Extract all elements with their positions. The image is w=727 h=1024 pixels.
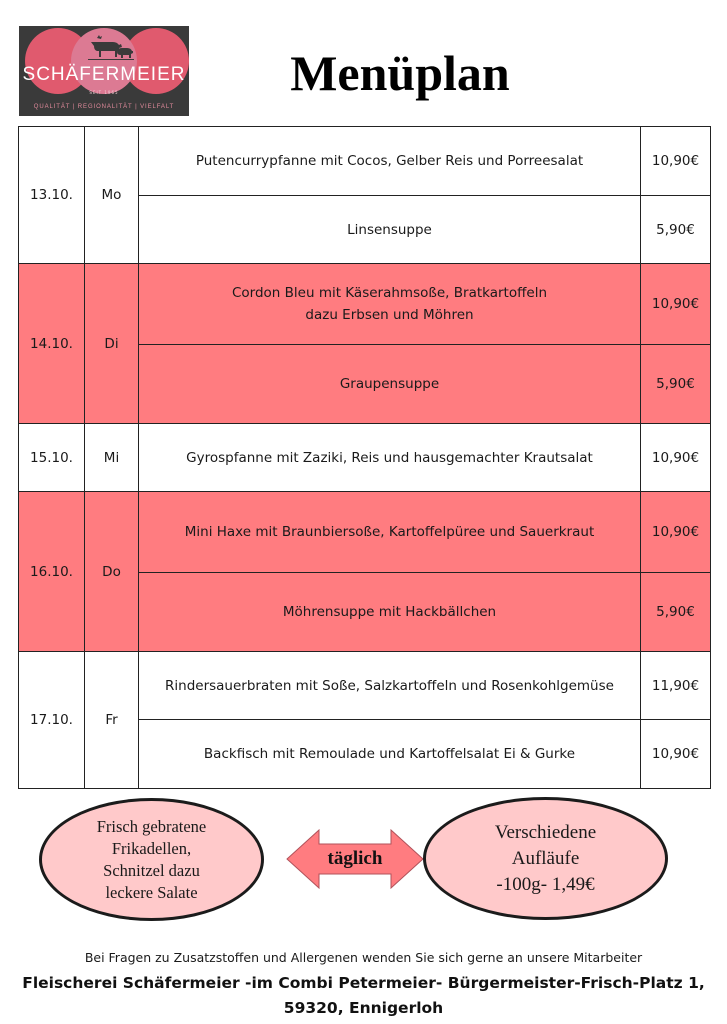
dish-name: Backfisch mit Remoulade und Kartoffelsalat Ei & Gurke — [203, 746, 576, 762]
price-cell: 5,90€ — [641, 573, 711, 652]
bubble-line: Schnitzel dazu — [103, 860, 200, 880]
dish-name: Möhrensuppe mit Hackbällchen — [282, 604, 497, 620]
price-cell: 10,90€ — [641, 720, 711, 789]
bubble-line: Aufläufe — [511, 847, 580, 869]
table-row — [19, 492, 711, 573]
date-cell: 13.10. — [19, 127, 85, 264]
day-cell: Fr — [85, 652, 139, 789]
menu-table — [18, 126, 711, 789]
farm-animals-icon — [85, 32, 135, 62]
price-cell: 5,90€ — [641, 196, 711, 264]
day-cell: Do — [85, 492, 139, 652]
day-cell: Mo — [85, 127, 139, 264]
dish-name: Cordon Bleu mit Käserahmsoße, Bratkartoffeln — [231, 285, 547, 301]
date-cell: 17.10. — [19, 652, 85, 789]
price-cell: 10,90€ — [641, 492, 711, 573]
allergen-note: Bei Fragen zu Zusatzstoffen und Allergenen wenden Sie sich gerne an unsere Mitarbeiter — [84, 950, 643, 965]
day-cell: Mi — [85, 424, 139, 492]
daily-specials-text — [97, 816, 207, 904]
address-line-1: Fleischerei Schäfermeier -im Combi Petermeier- Bürgermeister-Frisch-Platz 1, — [22, 974, 705, 992]
logo-since: SEIT 1965 — [89, 90, 119, 95]
casserole-text — [495, 820, 596, 898]
day-cell: Di — [85, 264, 139, 424]
dish-name: Gyrospfanne mit Zaziki, Reis und hausgemachter Krautsalat — [186, 449, 593, 466]
table-row — [19, 127, 711, 196]
dish-cell — [139, 573, 641, 652]
dish-cell — [139, 345, 641, 424]
bubble-line: Frikadellen, — [111, 838, 192, 858]
address-line-2: 59320, Ennigerloh — [283, 999, 444, 1017]
daily-specials-bubble — [39, 798, 264, 921]
bubble-line: leckere Salate — [105, 882, 198, 902]
dish-name-line2: dazu Erbsen und Möhren — [305, 307, 474, 323]
table-row — [19, 424, 711, 492]
bubble-line: -100g- 1,49€ — [496, 873, 595, 895]
page-title: Menüplan — [290, 45, 510, 101]
price-cell: 10,90€ — [641, 127, 711, 196]
price-cell: 5,90€ — [641, 345, 711, 424]
table-row — [19, 652, 711, 720]
company-logo — [19, 26, 189, 116]
dish-cell — [139, 264, 641, 345]
price-cell: 10,90€ — [641, 264, 711, 345]
dish-name: Mini Haxe mit Braunbiersoße, Kartoffelpüree und Sauerkraut — [184, 524, 595, 540]
dish-cell — [139, 720, 641, 789]
date-cell: 14.10. — [19, 264, 85, 424]
daily-label: täglich — [327, 848, 383, 869]
bubble-line: Verschiedene — [494, 821, 597, 843]
dish-cell — [139, 196, 641, 264]
bubble-line: Frisch gebratene — [96, 816, 207, 836]
dish-cell — [139, 424, 641, 492]
price-cell: 10,90€ — [641, 424, 711, 492]
table-row — [19, 264, 711, 345]
price-cell: 11,90€ — [641, 652, 711, 720]
dish-cell — [139, 127, 641, 196]
shop-address — [0, 971, 727, 1021]
dish-name: Putencurrypfanne mit Cocos, Gelber Reis und Porreesalat — [195, 153, 584, 169]
dish-cell — [139, 652, 641, 720]
casserole-bubble — [423, 797, 668, 920]
dish-name: Graupensuppe — [339, 376, 440, 392]
date-cell: 15.10. — [19, 424, 85, 492]
logo-brand-name: SCHÄFERMEIER — [22, 64, 186, 85]
dish-name: Rindersauerbraten mit Soße, Salzkartoffeln und Rosenkohlgemüse — [165, 677, 614, 694]
logo-tagline: QUALITÄT | REGIONALITÄT | VIELFALT — [33, 104, 175, 110]
dish-cell — [139, 492, 641, 573]
date-cell: 16.10. — [19, 492, 85, 652]
dish-name: Linsensuppe — [347, 221, 432, 238]
